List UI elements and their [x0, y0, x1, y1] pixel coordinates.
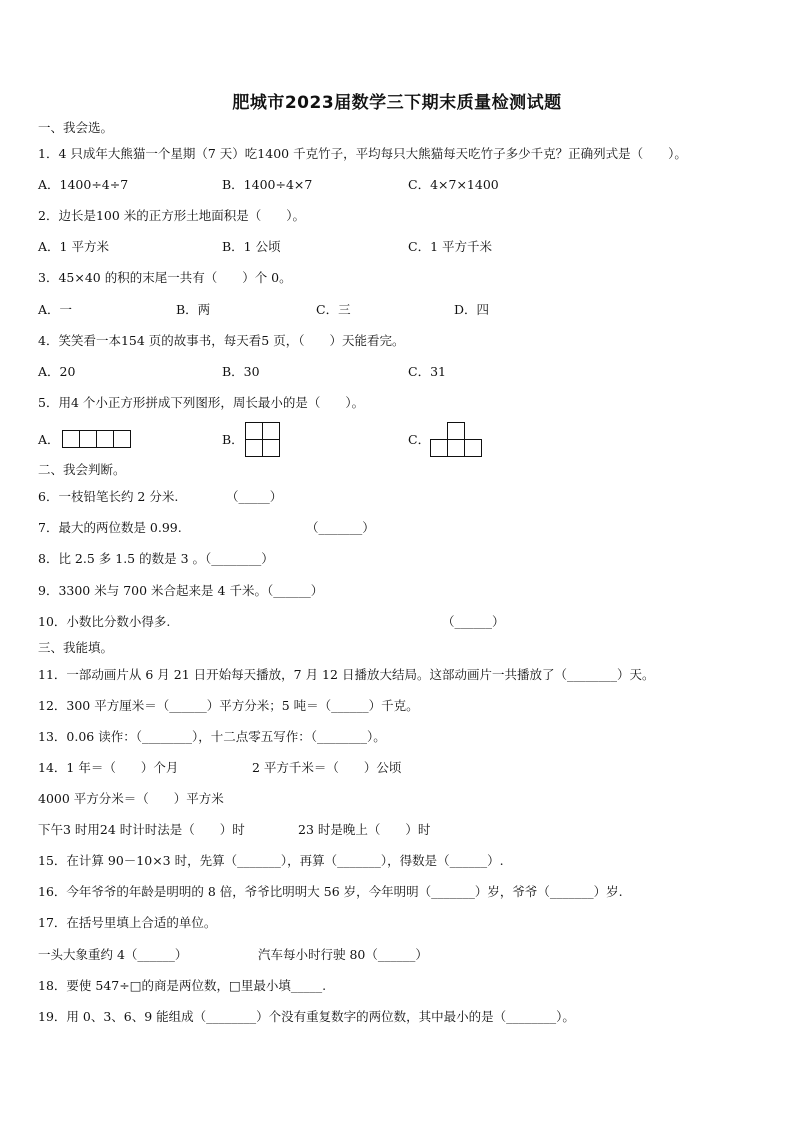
question-12: 12．300 平方厘米＝（______）平方分米；5 吨＝（______）千克。 — [38, 698, 419, 713]
q10-answer-blank[interactable]: （______） — [442, 614, 505, 629]
q5-shape-two-by-two — [245, 422, 281, 458]
question-14-line-3a: 下午3 时用24 时计时法是（ ）时 — [38, 822, 245, 837]
q3-option-c: C．三 — [316, 302, 351, 317]
q5-shape-row-of-four — [62, 430, 132, 448]
q7-answer-blank[interactable]: （_______） — [306, 520, 375, 535]
question-16: 16．今年爷爷的年龄是明明的 8 倍，爷爷比明明大 56 岁，今年明明（_______）岁，爷爷（_______）岁. — [38, 884, 623, 899]
q4-option-b: B．30 — [222, 364, 260, 379]
q4-option-a: A．20 — [38, 364, 76, 379]
question-15: 15．在计算 90－10×3 时，先算（_______），再算（_______），得数是（______）. — [38, 853, 504, 868]
section-heading-choose: 一、我会选。 — [38, 120, 114, 135]
question-10: 10．小数比分数小得多. — [38, 614, 171, 629]
question-14-line-2: 4000 平方分米＝（ ）平方米 — [38, 791, 224, 806]
q5-option-b: B． — [222, 432, 244, 447]
question-19: 19．用 0、3、6、9 能组成（________）个没有重复数字的两位数，其中最小的是（________）。 — [38, 1009, 575, 1024]
section-heading-judge: 二、我会判断。 — [38, 462, 126, 477]
q2-option-a: A．1 平方米 — [38, 239, 109, 254]
section-heading-fill: 三、我能填。 — [38, 640, 114, 655]
q1-option-c: C．4×7×1400 — [408, 177, 499, 192]
q5-shape-t-shape — [430, 422, 484, 458]
q1-option-b: B．1400÷4×7 — [222, 177, 313, 192]
question-5: 5．用4 个小正方形拼成下列图形，周长最小的是（ ）。 — [38, 395, 365, 410]
q5-option-c: C． — [408, 432, 431, 447]
q3-option-d: D．四 — [454, 302, 490, 317]
question-9: 9．3300 米与 700 米合起来是 4 千米。（______） — [38, 583, 324, 598]
q3-option-a: A．一 — [38, 302, 73, 317]
q3-option-b: B．两 — [176, 302, 211, 317]
question-14-line-1b: 2 平方千米＝（ ）公顷 — [252, 760, 402, 775]
question-3: 3．45×40 的积的末尾一共有（ ）个 0。 — [38, 270, 292, 285]
question-4: 4．笑笑看一本154 页的故事书，每天看5 页，（ ）天能看完。 — [38, 333, 405, 348]
question-17-line-2a: 一头大象重约 4（______） — [38, 947, 188, 962]
question-1: 1．4 只成年大熊猫一个星期（7 天）吃1400 千克竹子，平均每只大熊猫每天吃竹子多少千克？正确列式是（ ）。 — [38, 146, 687, 161]
q4-option-c: C．31 — [408, 364, 446, 379]
question-2: 2．边长是100 米的正方形土地面积是（ ）。 — [38, 208, 306, 223]
question-18: 18．要使 547÷□的商是两位数，□里最小填_____. — [38, 978, 327, 993]
question-17-line-2b: 汽车每小时行驶 80（______） — [258, 947, 428, 962]
q1-option-a: A．1400÷4÷7 — [38, 177, 129, 192]
question-6: 6．一枝铅笔长约 2 分米. — [38, 489, 179, 504]
q2-option-b: B．1 公顷 — [222, 239, 281, 254]
question-11: 11．一部动画片从 6 月 21 日开始每天播放，7 月 12 日播放大结局。这部动画片一共播放了（________）天。 — [38, 667, 655, 682]
q6-answer-blank[interactable]: （_____） — [226, 489, 283, 504]
question-13: 13．0.06 读作：（________），十二点零五写作：（________）。 — [38, 729, 386, 744]
question-7: 7．最大的两位数是 0.99. — [38, 520, 182, 535]
question-8: 8．比 2.5 多 1.5 的数是 3 。（________） — [38, 551, 274, 566]
question-14-line-3b: 23 时是晚上（ ）时 — [298, 822, 431, 837]
q2-option-c: C．1 平方千米 — [408, 239, 492, 254]
question-17: 17．在括号里填上合适的单位。 — [38, 915, 217, 930]
page-title: 肥城市2023届数学三下期末质量检测试题 — [232, 93, 562, 113]
q5-option-a: A． — [38, 432, 60, 447]
question-14-line-1a: 14．1 年＝（ ）个月 — [38, 760, 179, 775]
